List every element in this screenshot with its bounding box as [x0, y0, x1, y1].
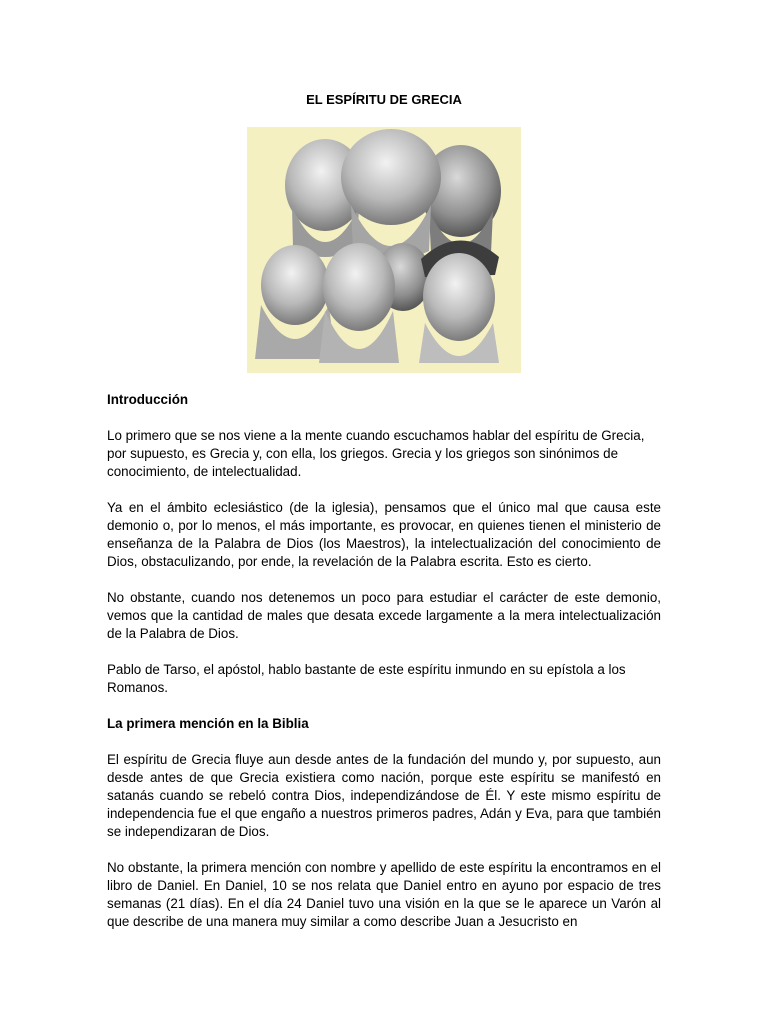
- paragraph: Pablo de Tarso, el apóstol, hablo bastante de este espíritu inmundo en su epístola a los Romanos.: [107, 662, 626, 695]
- bust-center-bottom: [319, 243, 399, 363]
- busts-illustration: [247, 127, 521, 373]
- paragraph: No obstante, la primera mención con nombre y apellido de este espíritu la encontramos en el libro de Daniel. En Daniel, 10 se nos relata que Daniel entro en ayuno por espacio de tres semanas (21 días). En el día 24 Daniel tuvo una visión en la que se le aparece un Varón al que describe de una manera muy similar a como describe Juan a Jesucristo en: [107, 860, 661, 929]
- paragraph: No obstante, cuando nos detenemos un poco para estudiar el carácter de este demonio, vemos que la cantidad de males que desata excede largamente a la mera intelectualización de la Palabra de Dios.: [107, 590, 661, 641]
- paragraph: Ya en el ámbito eclesiástico (de la iglesia), pensamos que el único mal que causa este demonio o, por lo menos, el más importante, es provocar, en quienes tienen el ministerio de enseñanza de la Palabra de Dios (los Maestros), la intelectualización del conocimiento de Dios, obstaculizando, por ende, la revelación de la Palabra escrita. Esto es cierto.: [107, 500, 661, 569]
- section-heading-introduccion: Introducción: [107, 392, 189, 407]
- document-body: [107, 391, 661, 949]
- section-heading-primera-mencion: La primera mención en la Biblia: [107, 716, 309, 731]
- bust-right-bottom: [419, 240, 499, 363]
- greek-philosophers-image: [247, 127, 521, 373]
- document-title: EL ESPÍRITU DE GRECIA: [306, 92, 462, 107]
- bust-center-top: [341, 129, 441, 260]
- paragraph: El espíritu de Grecia fluye aun desde antes de la fundación del mundo y, por supuesto, aun desde antes de que Grecia existiera como nación, porque este espíritu se manifestó en satanás cuando se rebeló contra Dios, independizándose de Él. Y este mismo espíritu de independencia fue el que engaño a nuestros primeros padres, Adán y Eva, para que también se independizaran de Dios.: [107, 752, 661, 839]
- paragraph: Lo primero que se nos viene a la mente cuando escuchamos hablar del espíritu de Grecia, por supuesto, es Grecia y, con ella, los griegos. Grecia y los griegos son sinónimos de conocimiento, de intelectualidad.: [107, 428, 645, 479]
